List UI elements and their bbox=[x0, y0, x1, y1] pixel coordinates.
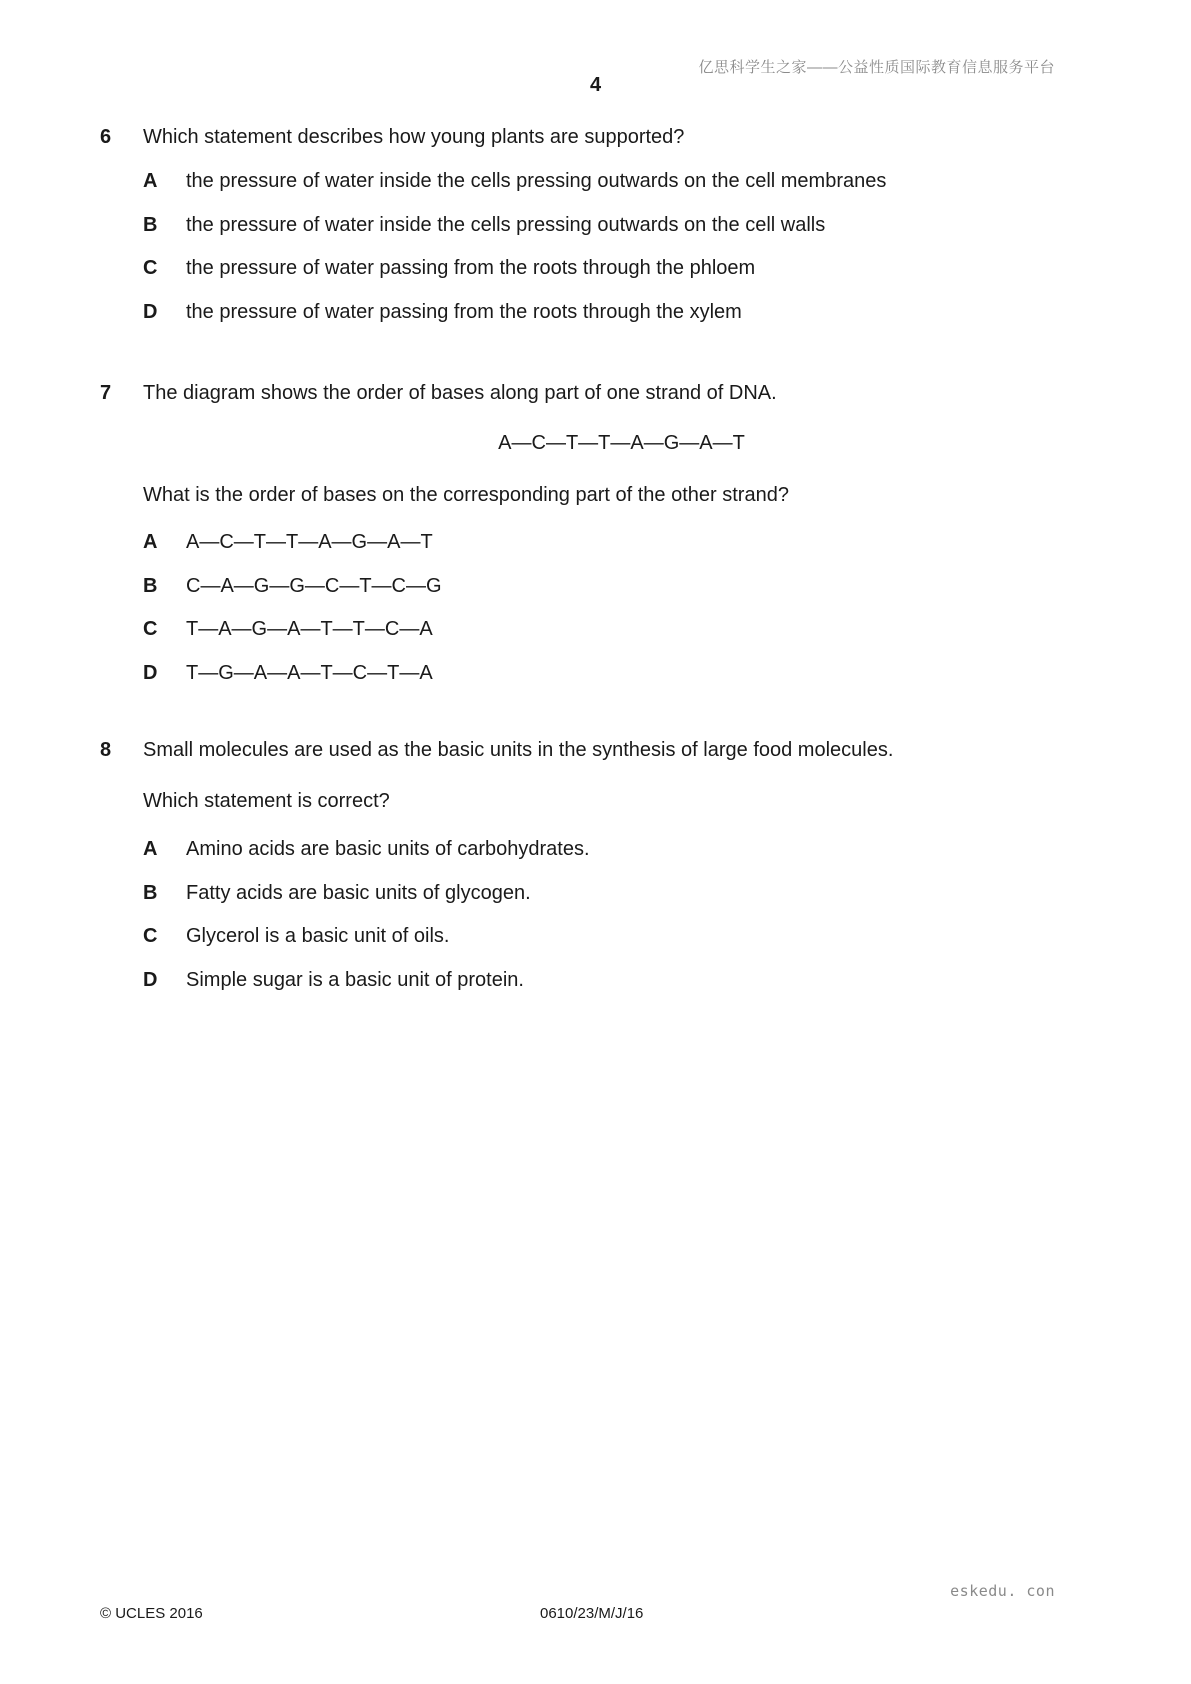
option-letter: C bbox=[143, 618, 158, 640]
option-letter: D bbox=[143, 969, 158, 991]
option-a bbox=[143, 838, 590, 861]
option-letter: C bbox=[143, 925, 158, 947]
option-b bbox=[143, 575, 442, 598]
option-text: the pressure of water passing from the roots through the phloem bbox=[186, 257, 756, 279]
option-text: Amino acids are basic units of carbohydrates. bbox=[186, 838, 590, 860]
option-letter: C bbox=[143, 257, 158, 279]
option-text: T—G—A—A—T—C—T—A bbox=[186, 662, 433, 684]
option-letter: B bbox=[143, 882, 158, 904]
option-letter: A bbox=[143, 170, 158, 192]
option-text: T—A—G—A—T—T—C—A bbox=[186, 618, 433, 640]
option-d bbox=[143, 969, 524, 992]
option-letter: B bbox=[143, 214, 158, 236]
option-letter: B bbox=[143, 575, 158, 597]
option-d bbox=[143, 301, 742, 324]
question-sub-stem: Which statement is correct? bbox=[143, 790, 390, 812]
question-number: 7 bbox=[100, 382, 112, 404]
option-text: C—A—G—G—C—T—C—G bbox=[186, 575, 442, 597]
footer-watermark: eskedu. con bbox=[950, 1582, 1055, 1600]
footer-paper-code: 0610/23/M/J/16 bbox=[540, 1605, 644, 1622]
footer-copyright: © UCLES 2016 bbox=[100, 1605, 203, 1622]
dna-sequence: A—C—T—T—A—G—A—T bbox=[498, 432, 745, 454]
option-b bbox=[143, 214, 825, 237]
question-stem: Which statement describes how young plants are supported? bbox=[143, 126, 685, 148]
option-text: the pressure of water passing from the roots through the xylem bbox=[186, 301, 742, 323]
option-text: the pressure of water inside the cells pressing outwards on the cell walls bbox=[186, 214, 826, 236]
question-number: 8 bbox=[100, 739, 112, 761]
option-text: Simple sugar is a basic unit of protein. bbox=[186, 969, 524, 991]
option-c bbox=[143, 925, 449, 948]
option-c bbox=[143, 257, 755, 280]
header-watermark: 亿思科学生之家——公益性质国际教育信息服务平台 bbox=[698, 59, 1055, 76]
page-number: 4 bbox=[589, 74, 602, 96]
question-number: 6 bbox=[100, 126, 112, 148]
question-stem: The diagram shows the order of bases along part of one strand of DNA. bbox=[143, 382, 777, 404]
option-text: the pressure of water inside the cells pressing outwards on the cell membranes bbox=[186, 170, 887, 192]
option-letter: A bbox=[143, 838, 158, 860]
option-d bbox=[143, 662, 433, 685]
option-a bbox=[143, 170, 886, 193]
option-a bbox=[143, 531, 433, 554]
question-stem: Small molecules are used as the basic units in the synthesis of large food molecules. bbox=[143, 739, 894, 761]
option-b bbox=[143, 882, 531, 905]
option-letter: D bbox=[143, 662, 158, 684]
option-c bbox=[143, 618, 433, 641]
option-letter: A bbox=[143, 531, 158, 553]
option-text: A—C—T—T—A—G—A—T bbox=[186, 531, 433, 553]
option-text: Glycerol is a basic unit of oils. bbox=[186, 925, 450, 947]
question-sub-stem: What is the order of bases on the corresponding part of the other strand? bbox=[143, 484, 789, 506]
option-letter: D bbox=[143, 301, 158, 323]
option-text: Fatty acids are basic units of glycogen. bbox=[186, 882, 531, 904]
